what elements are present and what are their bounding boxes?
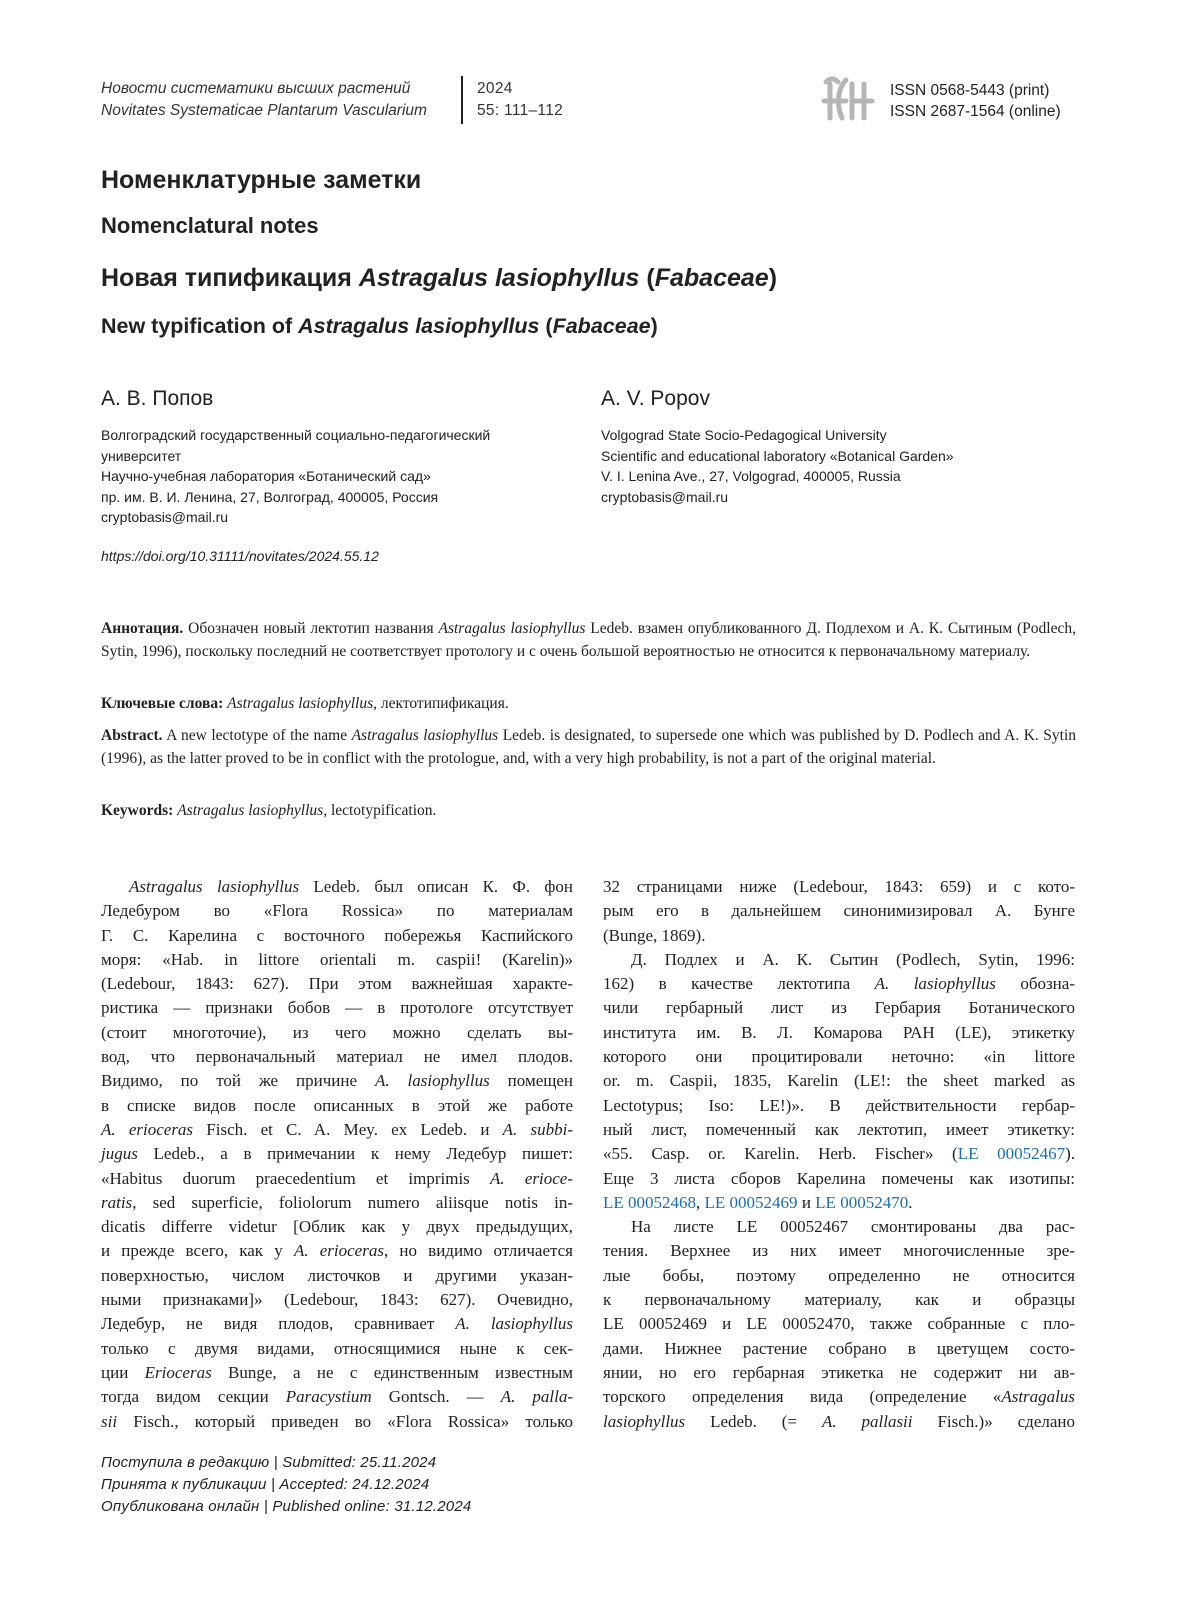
affiliation-en: [601, 425, 1081, 507]
body-line: (Ledebour, 1843: 627). При этом важнейшая характе-: [101, 974, 573, 994]
abstract-en-text: Ledeb. is designated, to supersede one which was published by D. Podlech and A. K. Sytin (1996), as the latter proved to be in conflict with the protologue, and, with a very high probability, is not a part of the original material.: [101, 727, 1077, 767]
affiliation-ru-line: Волгоградский государственный социально-педагогический: [101, 427, 491, 443]
title-en-paren-close: ): [650, 314, 658, 338]
keywords-en: [101, 800, 1076, 823]
body-line: 32 страницами ниже (Ledebour, 1843: 659) и с кото-: [603, 877, 1075, 896]
species-name: A. lasiophyllus: [455, 1314, 573, 1334]
body-line: янии, но его гербарная этикетка не содержит ни ав-: [603, 1362, 1075, 1382]
species-name: A. erioceras: [293, 1241, 384, 1261]
issn-print: ISSN 0568-5443 (print): [890, 82, 1050, 99]
body-line: лые бобы, поэтому определенно не относится: [603, 1265, 1075, 1285]
species-name: Astragalus lasiophyllus: [129, 877, 300, 896]
body-text: .: [908, 1192, 913, 1212]
publication-dates: [101, 1452, 471, 1518]
issue-year: 2024: [477, 80, 513, 97]
body-line: [603, 972, 1075, 996]
affiliation-en-line: V. I. Lenina Ave., 27, Volgograd, 400005, Russia: [601, 468, 901, 485]
affiliation-en-line: Volgograd State Socio-Pedagogical University: [601, 427, 887, 443]
body-text: 162) в качестве лектотипа: [603, 974, 875, 994]
annotation-ru: [101, 618, 1076, 663]
body-line: [603, 1142, 1075, 1166]
body-line: [101, 1142, 573, 1166]
keywords-en-label: Keywords:: [101, 802, 174, 819]
annotation-ru-species: Astragalus lasiophyllus: [438, 620, 586, 637]
body-line: [603, 1410, 1075, 1434]
body-line: На листе LE 00052467 смонтированы два рас-: [631, 1217, 1075, 1237]
body-line: чили гербарный лист из Гербария Ботанического: [603, 998, 1075, 1018]
body-line: [101, 1312, 573, 1336]
body-line: [101, 1167, 573, 1191]
section-title-en: Nomenclatural notes: [101, 213, 319, 238]
accepted-date: Принята к публикации | Accepted: 24.12.2024: [101, 1476, 430, 1493]
body-line: Lectotypus; Iso: LE!)». В действительности гербар-: [603, 1095, 1075, 1115]
body-line: [603, 1385, 1075, 1409]
body-text: торского определения вида (определение «: [603, 1387, 1002, 1407]
body-text: , sed superficie, foliolorum numero aliisque notis in-: [132, 1192, 573, 1212]
issue-info: [477, 78, 563, 122]
specimen-link-le00052470[interactable]: LE 00052470: [815, 1192, 909, 1212]
article-title-en: [101, 314, 658, 339]
body-text: Fisch., который приведен во «Flora Rossica» только: [117, 1411, 573, 1431]
body-text: ции: [101, 1362, 145, 1382]
affiliation-en-line: Scientific and educational laboratory «Botanical Garden»: [601, 447, 954, 464]
title-ru-text: Новая типификация: [101, 264, 359, 292]
title-ru-species: Astragalus lasiophyllus: [358, 264, 640, 292]
issue-pages: 55: 111–112: [477, 102, 564, 119]
title-en-species: Astragalus lasiophyllus: [298, 314, 540, 338]
body-line: Еще 3 листа сборов Карелина помечены как изотипы:: [603, 1168, 1075, 1188]
body-line: Ледебуром во «Flora Rossica» по материалам: [101, 901, 573, 921]
journal-name-ru: Новости систематики высших растений: [101, 80, 411, 97]
annotation-ru-text: Ledeb. взамен опубликованного Д. Подлехом и А. К. Сытиным (Podlech, Sytin, 1996), поскольку последний не соответствует протологу и с очень большой вероятностью не относится к первоначальному материалу.: [101, 620, 1076, 660]
keywords-en-species: Astragalus lasiophyllus: [177, 802, 324, 819]
body-text: Fisch. et C. A. Mey. ex Ledeb. и: [193, 1119, 503, 1139]
species-name: ratis: [101, 1192, 133, 1212]
issn-block: [890, 80, 1061, 122]
species-name: Astragalus: [1001, 1387, 1075, 1407]
body-line: Д. Подлех и А. К. Сытин (Podlech, Sytin, 1996:: [631, 949, 1075, 969]
body-text: и: [797, 1192, 816, 1212]
body-line: LE 00052469 и LE 00052470, также собранные с пло-: [603, 1314, 1075, 1334]
published-date: Опубликована онлайн | Published online: 31.12.2024: [101, 1498, 472, 1515]
species-name: A. lasiophyllus: [874, 974, 996, 994]
body-text: Ledeb., а в примечании к нему Ледебур пишет:: [137, 1144, 573, 1164]
article-title-ru: [101, 264, 777, 293]
keywords-ru-rest: , лектотипификация.: [373, 695, 509, 712]
title-ru-paren-close: ): [768, 264, 778, 292]
body-line: [101, 1385, 573, 1409]
body-text: тогда видом секции: [101, 1387, 286, 1407]
specimen-link-le00052468[interactable]: LE 00052468: [603, 1192, 697, 1212]
body-text: Gontsch. —: [371, 1387, 501, 1407]
body-line: (стоит многоточие), из чего можно сделать вы-: [101, 1022, 573, 1042]
keywords-ru: [101, 693, 1076, 716]
body-line: [101, 875, 573, 899]
body-line: только с двумя видами, относящимися ныне к сек-: [101, 1338, 573, 1358]
body-text: Ledeb. (=: [685, 1411, 822, 1431]
body-text: Видимо, по той же причине: [101, 1071, 375, 1091]
title-ru-family: Fabaceae: [654, 264, 769, 292]
body-line: [101, 1118, 573, 1142]
body-line: в списке видов после описанных в этой же работе: [101, 1095, 573, 1115]
species-name: jugus: [101, 1144, 138, 1164]
issn-online: ISSN 2687-1564 (online): [890, 103, 1061, 120]
body-line: которого они процитировали неточно: «in littore: [603, 1047, 1075, 1067]
body-line: [101, 1410, 573, 1434]
author-name-ru: А. В. Попов: [101, 387, 214, 410]
section-name: Paracystium: [285, 1387, 372, 1407]
body-line: моря: «Hab. in littore orientali m. caspii! (Karelin)»: [101, 949, 573, 969]
body-line: [101, 1239, 573, 1263]
author-email-ru[interactable]: cryptobasis@mail.ru: [101, 509, 229, 526]
body-text: , но видимо отличается: [383, 1241, 574, 1261]
doi-link[interactable]: https://doi.org/10.31111/novitates/2024.55.12: [101, 548, 379, 564]
body-text: ,: [696, 1192, 705, 1212]
annotation-ru-label: Аннотация.: [101, 620, 184, 637]
section-title-ru: Номенклатурные заметки: [101, 166, 422, 194]
body-text: обозна-: [995, 974, 1075, 994]
header-divider: [461, 76, 463, 124]
body-text: Bunge, а не с единственным известным: [211, 1362, 574, 1382]
abstract-en-text: A new lectotype of the name: [162, 727, 352, 744]
body-column-right: [603, 875, 1075, 1434]
journal-logo-icon: [820, 74, 876, 124]
body-line: [603, 1191, 1075, 1215]
specimen-link-le00052469[interactable]: LE 00052469: [704, 1192, 798, 1212]
body-text: и прежде всего, как у: [101, 1241, 294, 1261]
species-name: A. lasiophyllus: [374, 1071, 490, 1091]
body-text: ).: [1065, 1144, 1075, 1164]
body-line: [101, 1069, 573, 1093]
body-line: рым его в дальнейшем синонимизировал А. Бунге: [603, 901, 1075, 921]
body-line: (Bunge, 1869).: [603, 925, 706, 945]
body-line: дами. Нижнее растение собрано в цветущем состо-: [603, 1338, 1075, 1358]
species-name: A. erioceras: [101, 1119, 194, 1139]
species-name: A. subbi-: [502, 1119, 573, 1139]
body-line: ными признаками]» (Ledebour, 1843: 627). Очевидно,: [101, 1290, 573, 1310]
title-ru-paren-open: (: [639, 264, 655, 292]
body-text: «55. Casp. or. Karelin. Herb. Fischer» (: [603, 1144, 958, 1164]
body-line: ристика — признаки бобов — в протологе отсутствует: [101, 998, 573, 1018]
title-en-paren-open: (: [539, 314, 553, 338]
affiliation-ru-line: пр. им. В. И. Ленина, 27, Волгоград, 400005, Россия: [101, 488, 439, 505]
body-text: Ледебур, не видя плодов, сравнивает: [101, 1314, 456, 1334]
specimen-link-le00052467[interactable]: LE 00052467: [957, 1144, 1066, 1164]
body-line: тения. Верхнее из них имеет многочисленные зре-: [603, 1241, 1075, 1261]
title-en-family: Fabaceae: [552, 314, 651, 338]
species-name: sii: [101, 1411, 118, 1431]
species-name: A. pallasii: [821, 1411, 913, 1431]
keywords-ru-label: Ключевые слова:: [101, 695, 224, 712]
species-name: A. palla-: [500, 1387, 573, 1407]
abstract-en-label: Abstract.: [101, 727, 163, 744]
affiliation-ru: [101, 425, 581, 528]
abstract-en-species: Astragalus lasiophyllus: [351, 727, 499, 744]
submitted-date: Поступила в редакцию | Submitted: 25.11.2024: [101, 1454, 437, 1471]
author-name-en: A. V. Popov: [601, 387, 710, 410]
journal-name-block: [101, 78, 461, 122]
body-line: ный лист, помеченный как лектотип, имеет этикетку:: [603, 1119, 1075, 1139]
body-line: к первоначальному материалу, как и образцы: [603, 1290, 1075, 1310]
affiliation-ru-line: Научно-учебная лаборатория «Ботанический сад»: [101, 468, 431, 485]
body-text: Fisch.)» сделано: [912, 1411, 1075, 1431]
species-name: lasiophyllus: [603, 1411, 686, 1431]
annotation-ru-text: Обозначен новый лектотип названия: [183, 620, 439, 637]
abstract-en: [101, 725, 1076, 770]
body-line: dicatis differre videtur [Облик как у двух предыдущих,: [101, 1217, 573, 1237]
keywords-en-rest: , lectotypification.: [323, 802, 437, 819]
body-line: [101, 1191, 573, 1215]
body-text: Ledeb. был описан К. Ф. фон: [299, 877, 573, 896]
body-line: вод, что первоначальный материал не имел плодов.: [101, 1047, 573, 1067]
body-line: Г. С. Карелина с восточного побережья Каспийского: [101, 925, 573, 945]
species-name: A. erioce-: [490, 1168, 573, 1188]
keywords-ru-species: Astragalus lasiophyllus: [227, 695, 374, 712]
section-name: Erioceras: [144, 1362, 212, 1382]
affiliation-ru-line: университет: [101, 447, 182, 464]
body-line: or. m. Caspii, 1835, Karelin (LE!: the sheet marked as: [603, 1071, 1075, 1091]
journal-name-la: Novitates Systematicae Plantarum Vascularium: [101, 102, 427, 119]
body-line: [101, 1361, 573, 1385]
body-line: поверхностью, числом листочков и другими указан-: [101, 1265, 573, 1285]
body-text: «Habitus duorum praecedentium et imprimis: [101, 1168, 491, 1188]
body-text: помещен: [489, 1071, 573, 1091]
body-column-left: [101, 875, 573, 1434]
body-line: института им. В. Л. Комарова РАН (LE), этикетку: [603, 1022, 1075, 1042]
author-email-en[interactable]: cryptobasis@mail.ru: [601, 488, 729, 505]
title-en-text: New typification of: [101, 314, 299, 338]
